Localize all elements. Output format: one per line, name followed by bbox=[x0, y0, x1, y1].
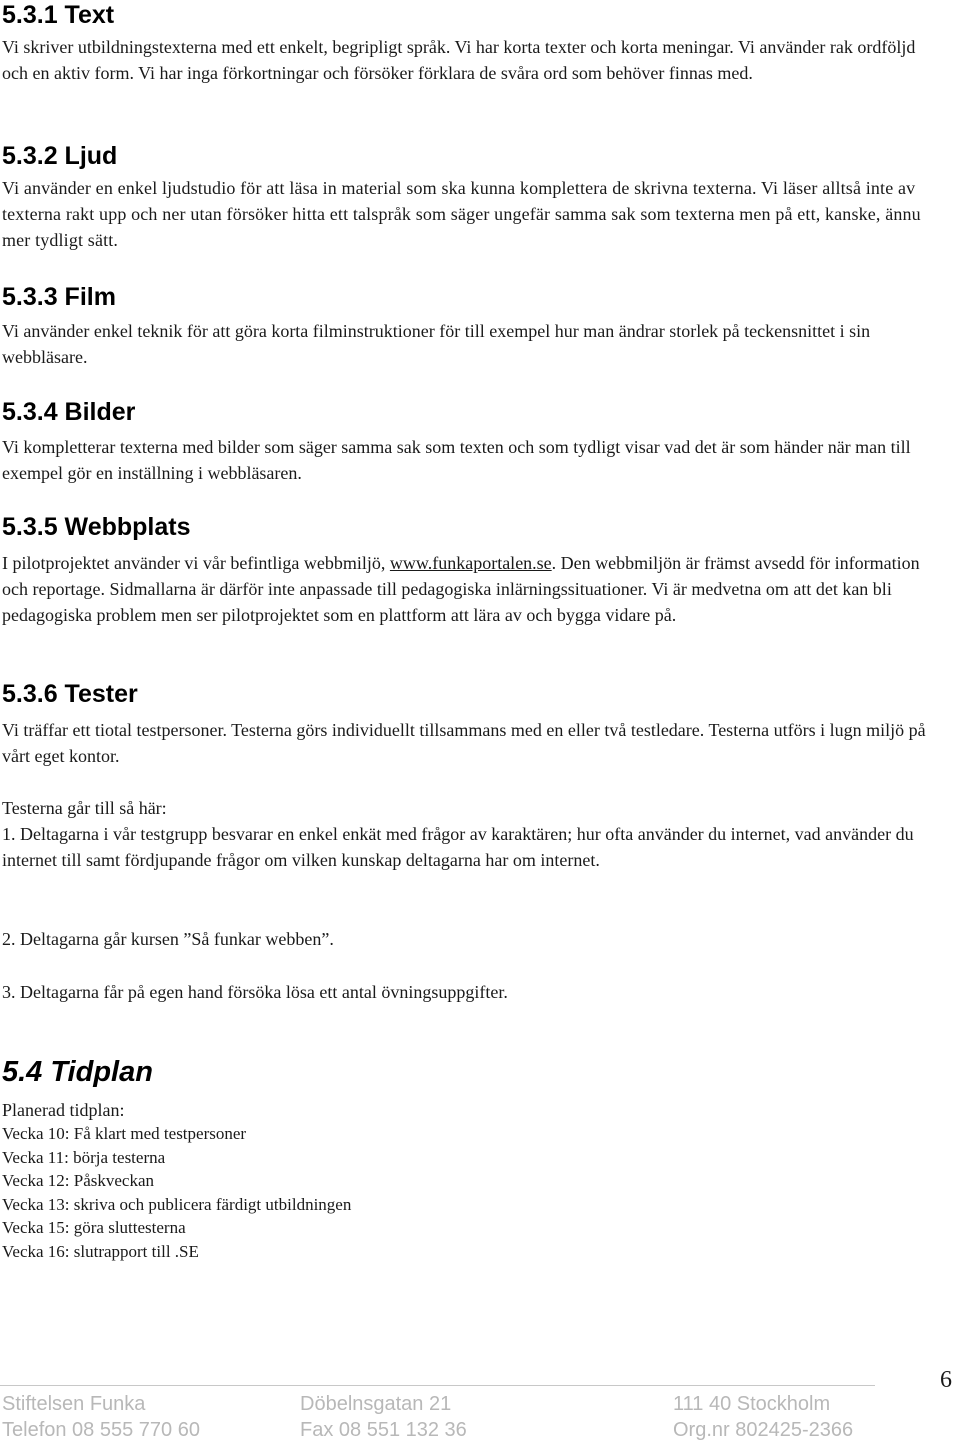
section-bilder-paragraph: Vi kompletterar texterna med bilder som säger samma sak som texten och som tydligt visar vad det är som händer när man till exempel gör en inställning i webbläsaren. bbox=[2, 437, 911, 483]
section-text-paragraph: Vi skriver utbildningstexterna med ett enkelt, begripligt språk. Vi har korta texter och korta meningar. Vi använder rak ordföljd och en aktiv form. Vi har inga förkortningar och försöker förklara de svåra ord som behöver finnas med. bbox=[2, 37, 916, 83]
section-heading-webbplats: 5.3.5 Webbplats bbox=[2, 513, 191, 541]
tidplan-item: Vecka 12: Påskveckan bbox=[2, 1171, 155, 1190]
section-tester-paragraph: Vi träffar ett tiotal testpersoner. Testerna görs individuellt tillsammans med en eller två testledare. Testerna utförs i lugn miljö på vårt eget kontor. bbox=[2, 720, 926, 766]
footer-divider bbox=[0, 1385, 875, 1386]
tidplan-item: Vecka 10: Få klart med testpersoner bbox=[2, 1124, 247, 1143]
tidplan-item: Vecka 15: göra sluttesterna bbox=[2, 1218, 186, 1237]
tidplan-item: Vecka 16: slutrapport till .SE bbox=[2, 1241, 199, 1261]
section-ljud-paragraph: Vi använder en enkel ljudstudio för att läsa in material som ska kunna komplettera de skrivna texterna. Vi läser alltså inte av texterna rakt upp och ner utan försöker hitta ett talspråk som säger ungefär samma sak som texterna men på ett, kanske, ännu mer tydligt sätt. bbox=[2, 178, 921, 250]
footer-org-nr: Org.nr 802425-2366 bbox=[673, 1419, 854, 1441]
section-heading-text: 5.3.1 Text bbox=[2, 1, 115, 29]
footer-fax: Fax 08 551 132 36 bbox=[300, 1419, 467, 1441]
tester-step-2: 2. Deltagarna går kursen ”Så funkar webben”. bbox=[2, 929, 334, 949]
section-heading-film: 5.3.3 Film bbox=[2, 283, 116, 311]
footer-address: Döbelnsgatan 21 bbox=[300, 1393, 452, 1415]
tester-intro: Testerna går till så här: bbox=[2, 798, 167, 818]
section-heading-tidplan: 5.4 Tidplan bbox=[2, 1056, 153, 1088]
section-webbplats-paragraph bbox=[2, 550, 937, 628]
footer-organization: Stiftelsen Funka bbox=[2, 1393, 146, 1415]
tidplan-item: Vecka 11: börja testerna bbox=[2, 1147, 166, 1167]
tidplan-item: Vecka 13: skriva och publicera färdigt utbildningen bbox=[2, 1194, 352, 1214]
webbplats-text-before-link: I pilotprojektet använder vi vår befintliga webbmiljö, bbox=[2, 553, 390, 573]
section-heading-tester: 5.3.6 Tester bbox=[2, 680, 138, 708]
webbplats-text-after-link: . Den webbmiljön är främst avsedd för information och reportage. Sidmallarna är därför inte anpassade till pedagogiska inlärningssituationer. Vi är medvetna om att det kan bli pedagogiska problem men ser pilotprojektet som en plattform att lära av och bygga vidare på. bbox=[2, 553, 920, 625]
footer-postal: 111 40 Stockholm bbox=[673, 1393, 831, 1415]
section-film-paragraph: Vi använder enkel teknik för att göra korta filminstruktioner för till exempel hur man ändrar storlek på teckensnittet i sin webbläsare. bbox=[2, 321, 871, 367]
section-heading-bilder: 5.3.4 Bilder bbox=[2, 398, 136, 426]
page-number: 6 bbox=[940, 1367, 952, 1393]
section-heading-ljud: 5.3.2 Ljud bbox=[2, 142, 118, 170]
tidplan-list bbox=[2, 1098, 351, 1263]
funkaportalen-link[interactable]: www.funkaportalen.se bbox=[389, 553, 552, 573]
tester-step-3: 3. Deltagarna får på egen hand försöka lösa ett antal övningsuppgifter. bbox=[2, 982, 508, 1002]
tester-step-1: 1. Deltagarna i vår testgrupp besvarar en enkel enkät med frågor av karaktären; hur ofta använder du internet, vad använder du internet till samt fördjupande frågor om vilken kunskap deltagarna har om internet. bbox=[2, 824, 914, 870]
footer-phone: Telefon 08 555 770 60 bbox=[2, 1419, 200, 1441]
tidplan-title: Planerad tidplan: bbox=[2, 1100, 125, 1120]
